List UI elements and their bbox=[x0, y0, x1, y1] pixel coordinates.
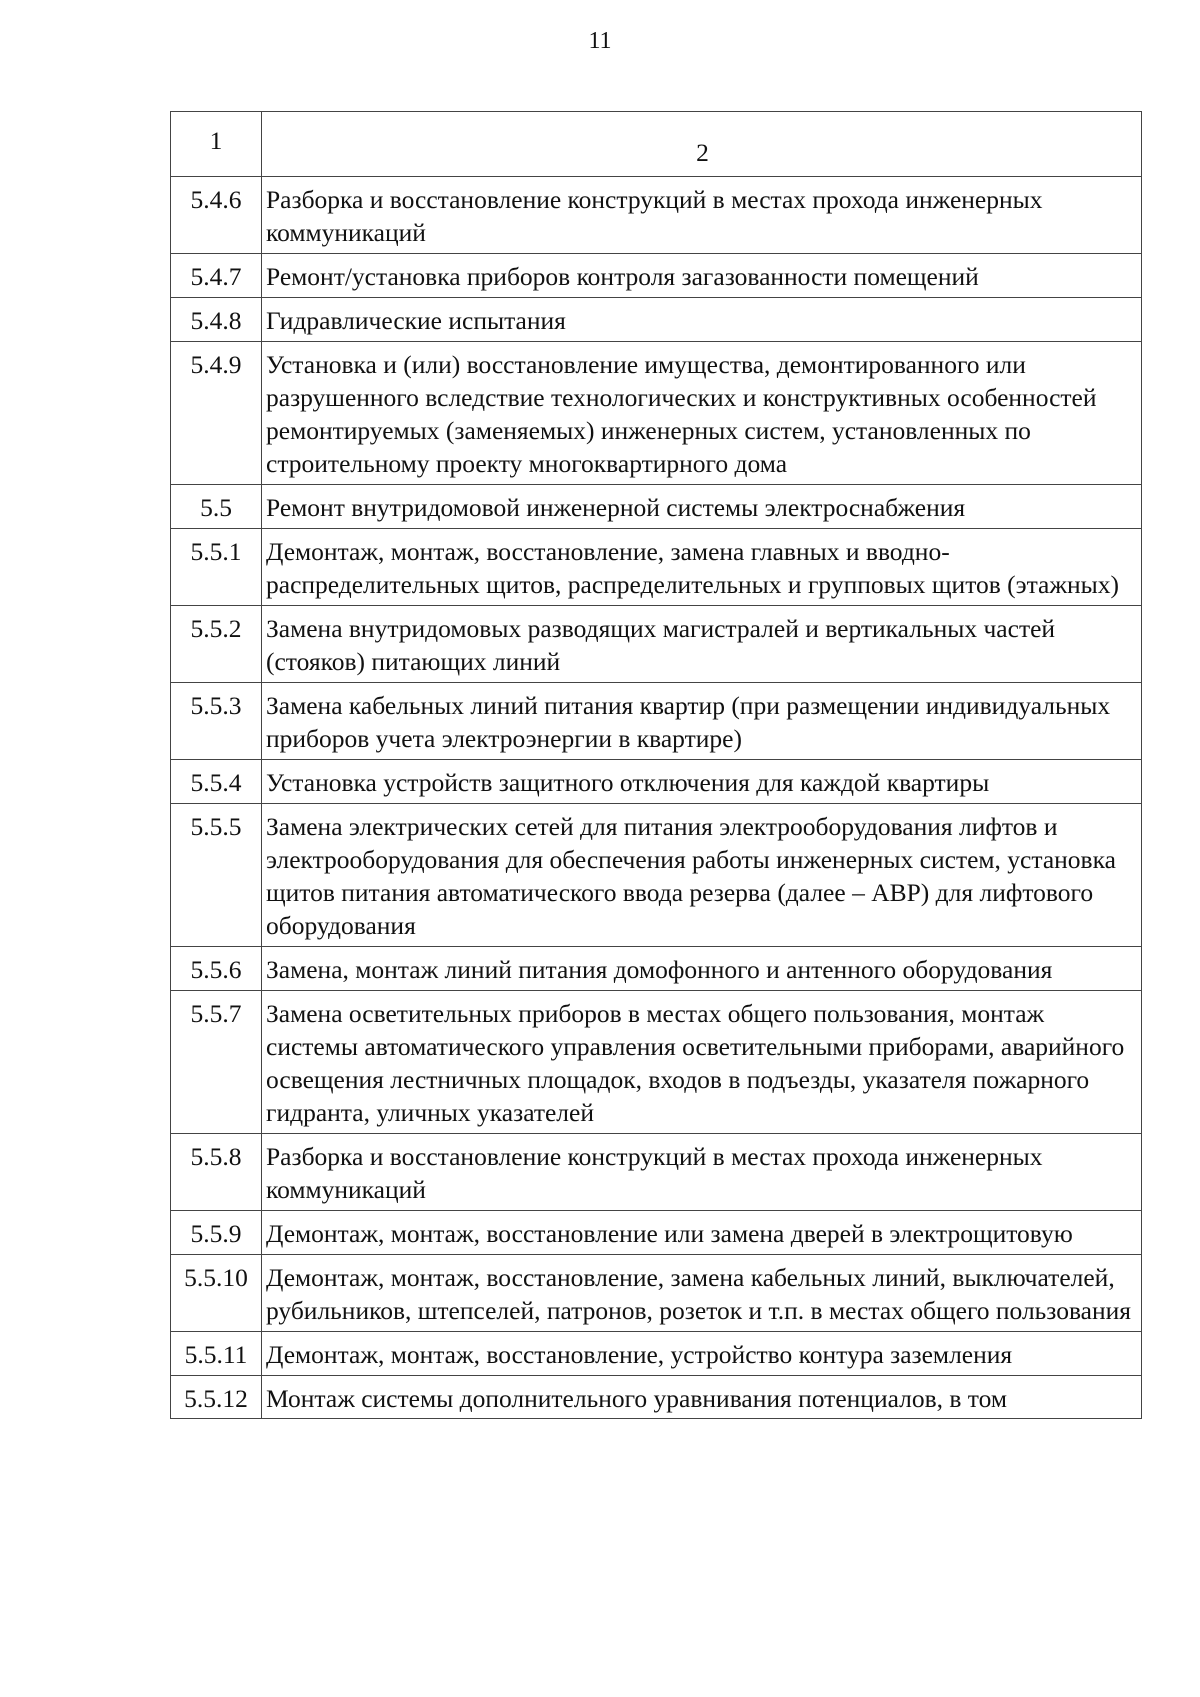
item-number: 5.5.1 bbox=[171, 529, 262, 606]
table-row bbox=[171, 342, 1142, 485]
item-number: 5.5.12 bbox=[171, 1376, 262, 1419]
item-description: Разборка и восстановление конструкций в местах прохода инженерных коммуникаций bbox=[262, 1134, 1142, 1211]
item-description: Разборка и восстановление конструкций в местах прохода инженерных коммуникаций bbox=[262, 177, 1142, 254]
header-col-1 bbox=[171, 112, 262, 177]
item-description: Демонтаж, монтаж, восстановление, замена кабельных линий, выключателей, рубильников, штепселей, патронов, розеток и т.п. в местах общего пользования bbox=[262, 1255, 1142, 1332]
item-description: Замена внутридомовых разводящих магистралей и вертикальных частей (стояков) питающих линий bbox=[262, 606, 1142, 683]
item-description: Установка устройств защитного отключения для каждой квартиры bbox=[262, 760, 1142, 804]
table-row bbox=[171, 254, 1142, 298]
item-number: 5.5.5 bbox=[171, 804, 262, 947]
table-row bbox=[171, 683, 1142, 760]
item-number: 5.5.11 bbox=[171, 1332, 262, 1376]
table-row bbox=[171, 804, 1142, 947]
table-row bbox=[171, 1376, 1142, 1419]
item-description: Демонтаж, монтаж, восстановление, замена главных и вводно-распределительных щитов, распределительных и групповых щитов (этажных) bbox=[262, 529, 1142, 606]
table-row bbox=[171, 991, 1142, 1134]
item-description: Ремонт внутридомовой инженерной системы электроснабжения bbox=[262, 485, 1142, 529]
item-description: Замена осветительных приборов в местах общего пользования, монтаж системы автоматического управления осветительными приборами, аварийного освещения лестничных площадок, входов в подъезды, указателя пожарного гидранта, уличных указателей bbox=[262, 991, 1142, 1134]
item-description: Демонтаж, монтаж, восстановление, устройство контура заземления bbox=[262, 1332, 1142, 1376]
item-number: 5.4.6 bbox=[171, 177, 262, 254]
item-description: Демонтаж, монтаж, восстановление или замена дверей в электрощитовую bbox=[262, 1211, 1142, 1255]
item-number: 5.5.2 bbox=[171, 606, 262, 683]
item-description: Ремонт/установка приборов контроля загазованности помещений bbox=[262, 254, 1142, 298]
item-number: 5.5.3 bbox=[171, 683, 262, 760]
page-number: 11 bbox=[588, 28, 612, 54]
item-number: 5.5 bbox=[171, 485, 262, 529]
item-description: Установка и (или) восстановление имущества, демонтированного или разрушенного вследствие технологических и конструктивных особенностей ремонтируемых (заменяемых) инженерных систем, установленных по строительному проекту многоквартирного дома bbox=[262, 342, 1142, 485]
table-row bbox=[171, 1255, 1142, 1332]
table-row bbox=[171, 177, 1142, 254]
item-description: Замена электрических сетей для питания электрооборудования лифтов и электрооборудования для обеспечения работы инженерных систем, установка щитов питания автоматического ввода резерва (далее – АВР) для лифтового оборудования bbox=[262, 804, 1142, 947]
header-col-2 bbox=[262, 112, 1142, 177]
item-description: Гидравлические испытания bbox=[262, 298, 1142, 342]
table-row bbox=[171, 760, 1142, 804]
table-row bbox=[171, 1211, 1142, 1255]
item-description: Замена кабельных линий питания квартир (при размещении индивидуальных приборов учета электроэнергии в квартире) bbox=[262, 683, 1142, 760]
item-description: Монтаж системы дополнительного уравнивания потенциалов, в том bbox=[262, 1376, 1142, 1419]
table-header-row bbox=[171, 112, 1142, 177]
table-row bbox=[171, 529, 1142, 606]
item-number: 5.5.7 bbox=[171, 991, 262, 1134]
item-number: 5.5.6 bbox=[171, 947, 262, 991]
header-col-1-label: 1 bbox=[209, 126, 223, 155]
item-number: 5.4.9 bbox=[171, 342, 262, 485]
table-row bbox=[171, 947, 1142, 991]
table-row bbox=[171, 485, 1142, 529]
item-number: 5.5.10 bbox=[171, 1255, 262, 1332]
item-number: 5.5.9 bbox=[171, 1211, 262, 1255]
item-description: Замена, монтаж линий питания домофонного и антенного оборудования bbox=[262, 947, 1142, 991]
header-col-2-label: 2 bbox=[696, 138, 709, 167]
table-row bbox=[171, 606, 1142, 683]
item-number: 5.5.8 bbox=[171, 1134, 262, 1211]
item-number: 5.4.8 bbox=[171, 298, 262, 342]
table-row bbox=[171, 1134, 1142, 1211]
table-row bbox=[171, 1332, 1142, 1376]
item-number: 5.4.7 bbox=[171, 254, 262, 298]
table-row bbox=[171, 298, 1142, 342]
item-number: 5.5.4 bbox=[171, 760, 262, 804]
work-items-table bbox=[170, 111, 1142, 1419]
